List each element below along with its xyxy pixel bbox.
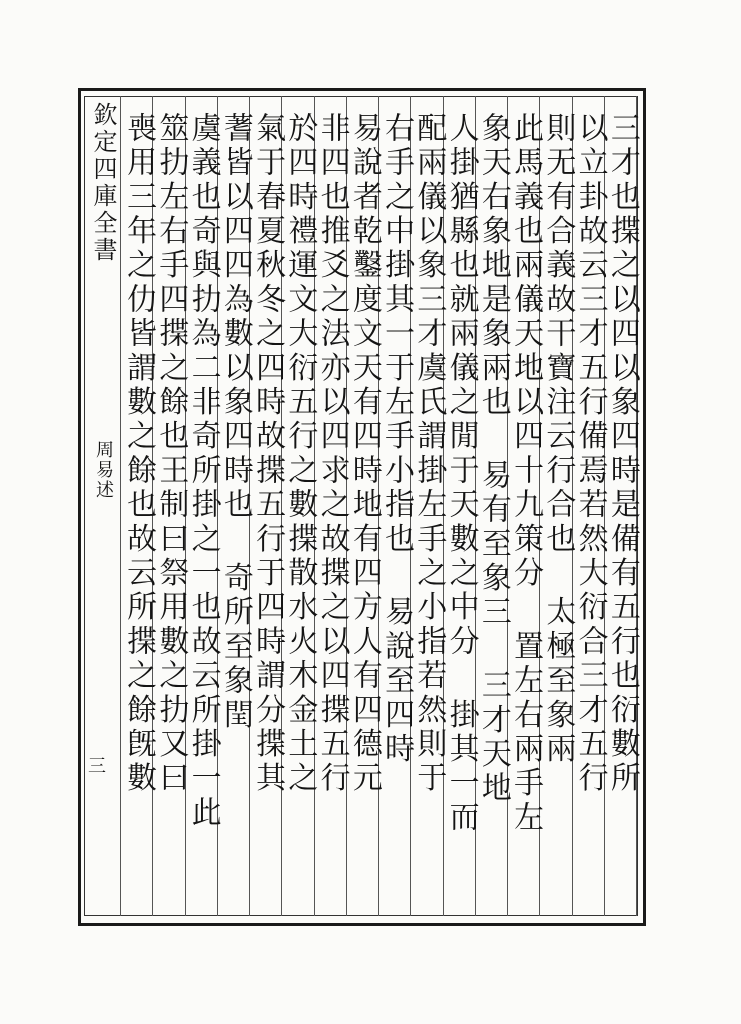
volume-label: 周易述 [93,440,114,500]
text-column: 此馬義也兩儀天地以四十九策分 置左右兩手左 [508,112,544,836]
text-column: 蓍皆以四四為數以象四時也 奇所至象閏 [217,112,253,733]
text-column: 氣于春夏秋冬之四時故揲五行于四時謂分揲其 [250,112,286,796]
text-column: 以立卦故云三才五行備焉若然大衍合三才五行 [572,112,608,796]
text-column: 右手之中掛其一于左手小指也 易說至四時 [379,112,415,767]
text-column: 配兩儀以象三才虞氏謂掛左手之小指若然則于 [411,112,447,796]
text-column: 人掛猶縣也就兩儀之閒于天數之中分 掛其一而 [443,112,479,836]
text-column: 於四時禮運文大衍五行之數揲散水火木金土之 [282,112,318,796]
text-column: 虞義也奇與扐為二非奇所掛之一也故云所掛一此 [185,112,221,831]
text-column: 筮扐左右手四揲之餘也王制曰祭用數之扐又曰 [153,112,189,796]
text-column: 易說者乾鑿度文天有四時地有四方人有四德元 [346,112,382,796]
page-number: 三 [88,756,106,777]
text-column: 象天右象地是象兩也 易有至象三 三才天地 [475,112,511,806]
text-column: 三才也揲之以四以象四時是備有五行也衍數所 [604,112,640,796]
book-title: 欽定四庫全書 [89,102,117,264]
text-column: 喪用三年之仂皆謂數之餘也故云所揲之餘旣數 [121,112,157,796]
text-column: 則无有合義故干寶注云行合也 太極至象兩 [540,112,576,767]
text-column: 非四也推爻之法亦以四求之故揲之以四揲五行 [314,112,350,796]
